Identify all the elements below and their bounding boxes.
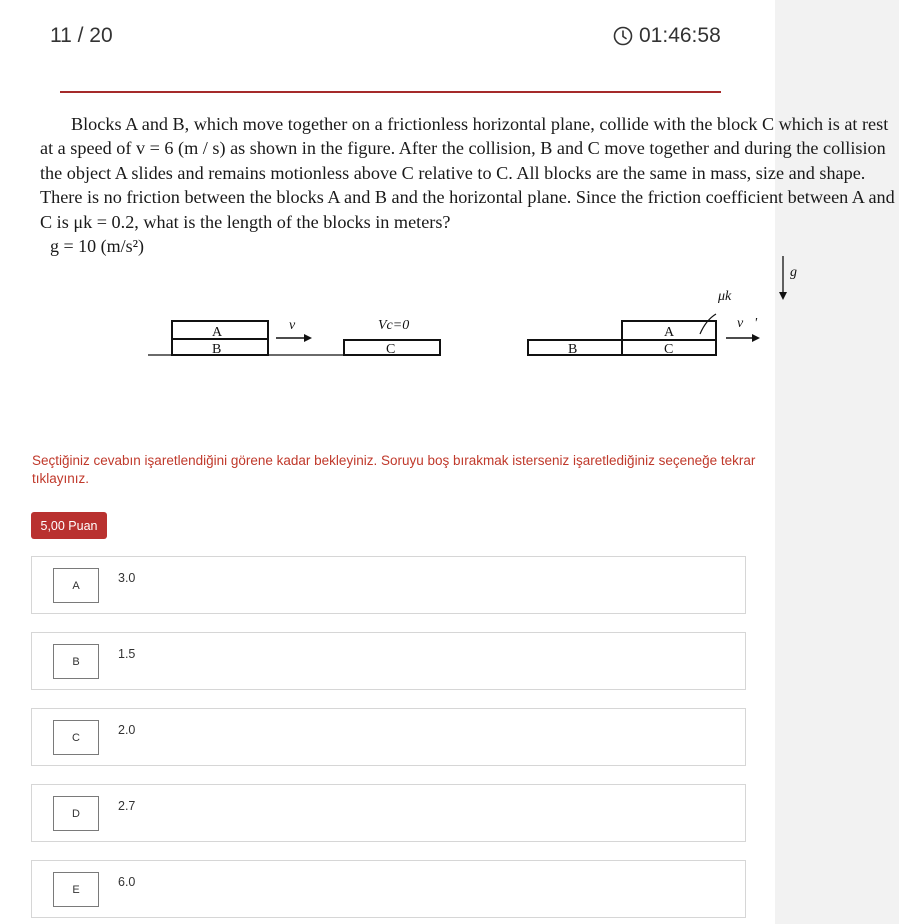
velocity-arrowhead [304, 334, 312, 342]
block-c-rest-label: C [386, 342, 396, 357]
timer-value: 01:46:58 [639, 24, 721, 47]
question-counter: 11 / 20 [50, 24, 113, 47]
answer-instruction: Seçtiğiniz cevabın işaretlendiğini görene kadar bekleyiniz. Soruyu boş bırakmak isterseniz işaretlediğiniz seçeneğe tekrar tıklayınız. [32, 453, 756, 486]
option-d[interactable] [31, 784, 746, 842]
option-value: 2.0 [118, 723, 136, 737]
header-divider [60, 91, 721, 93]
option-letter-box[interactable]: C [53, 720, 99, 755]
option-c[interactable] [31, 708, 746, 766]
mu-label: μk [718, 289, 732, 304]
option-letter-box[interactable]: B [53, 644, 99, 679]
gravity-line: g = 10 (m/s²) [50, 236, 145, 256]
block-a-right-label: A [664, 325, 675, 340]
block-b-right-label: B [568, 342, 578, 357]
option-value: 2.7 [118, 799, 136, 813]
option-letter-box[interactable]: E [53, 872, 99, 907]
option-value: 3.0 [118, 571, 136, 585]
physics-figure [0, 250, 899, 370]
clock-icon [613, 26, 633, 46]
option-letter-box[interactable]: A [53, 568, 99, 603]
vc-label: Vc=0 [378, 318, 410, 333]
block-a-left-label: A [212, 325, 223, 340]
option-a[interactable] [31, 556, 746, 614]
gravity-arrowhead [779, 292, 787, 300]
option-e[interactable] [31, 860, 746, 918]
option-b[interactable] [31, 632, 746, 690]
gravity-label: g⃗ [790, 265, 808, 280]
block-b-left-label: B [212, 342, 222, 357]
option-value: 1.5 [118, 647, 136, 661]
timer [613, 24, 721, 48]
velocity-prime-label: v⃗' [737, 316, 758, 331]
option-value: 6.0 [118, 875, 136, 889]
velocity-label: v⃗ [289, 318, 307, 333]
option-letter-box[interactable]: D [53, 796, 99, 831]
question-text [40, 112, 898, 234]
points-badge: 5,00 Puan [31, 512, 107, 539]
question-body: Blocks A and B, which move together on a frictionless horizontal plane, collide with the block C which is at rest at a speed of v = 6 (m / s) as shown in the figure. After the collision, B and C move together and during the collision the object A slides and remains motionless above C relative to C. All blocks are the same in mass, size and shape. There is no friction between the blocks A and B and the horizontal plane. Since the friction coefficient between A and C is μk = 0.2, what is the length of the blocks in meters? [40, 114, 895, 232]
block-c-right-label: C [664, 342, 674, 357]
velocity-prime-arrowhead [752, 334, 760, 342]
